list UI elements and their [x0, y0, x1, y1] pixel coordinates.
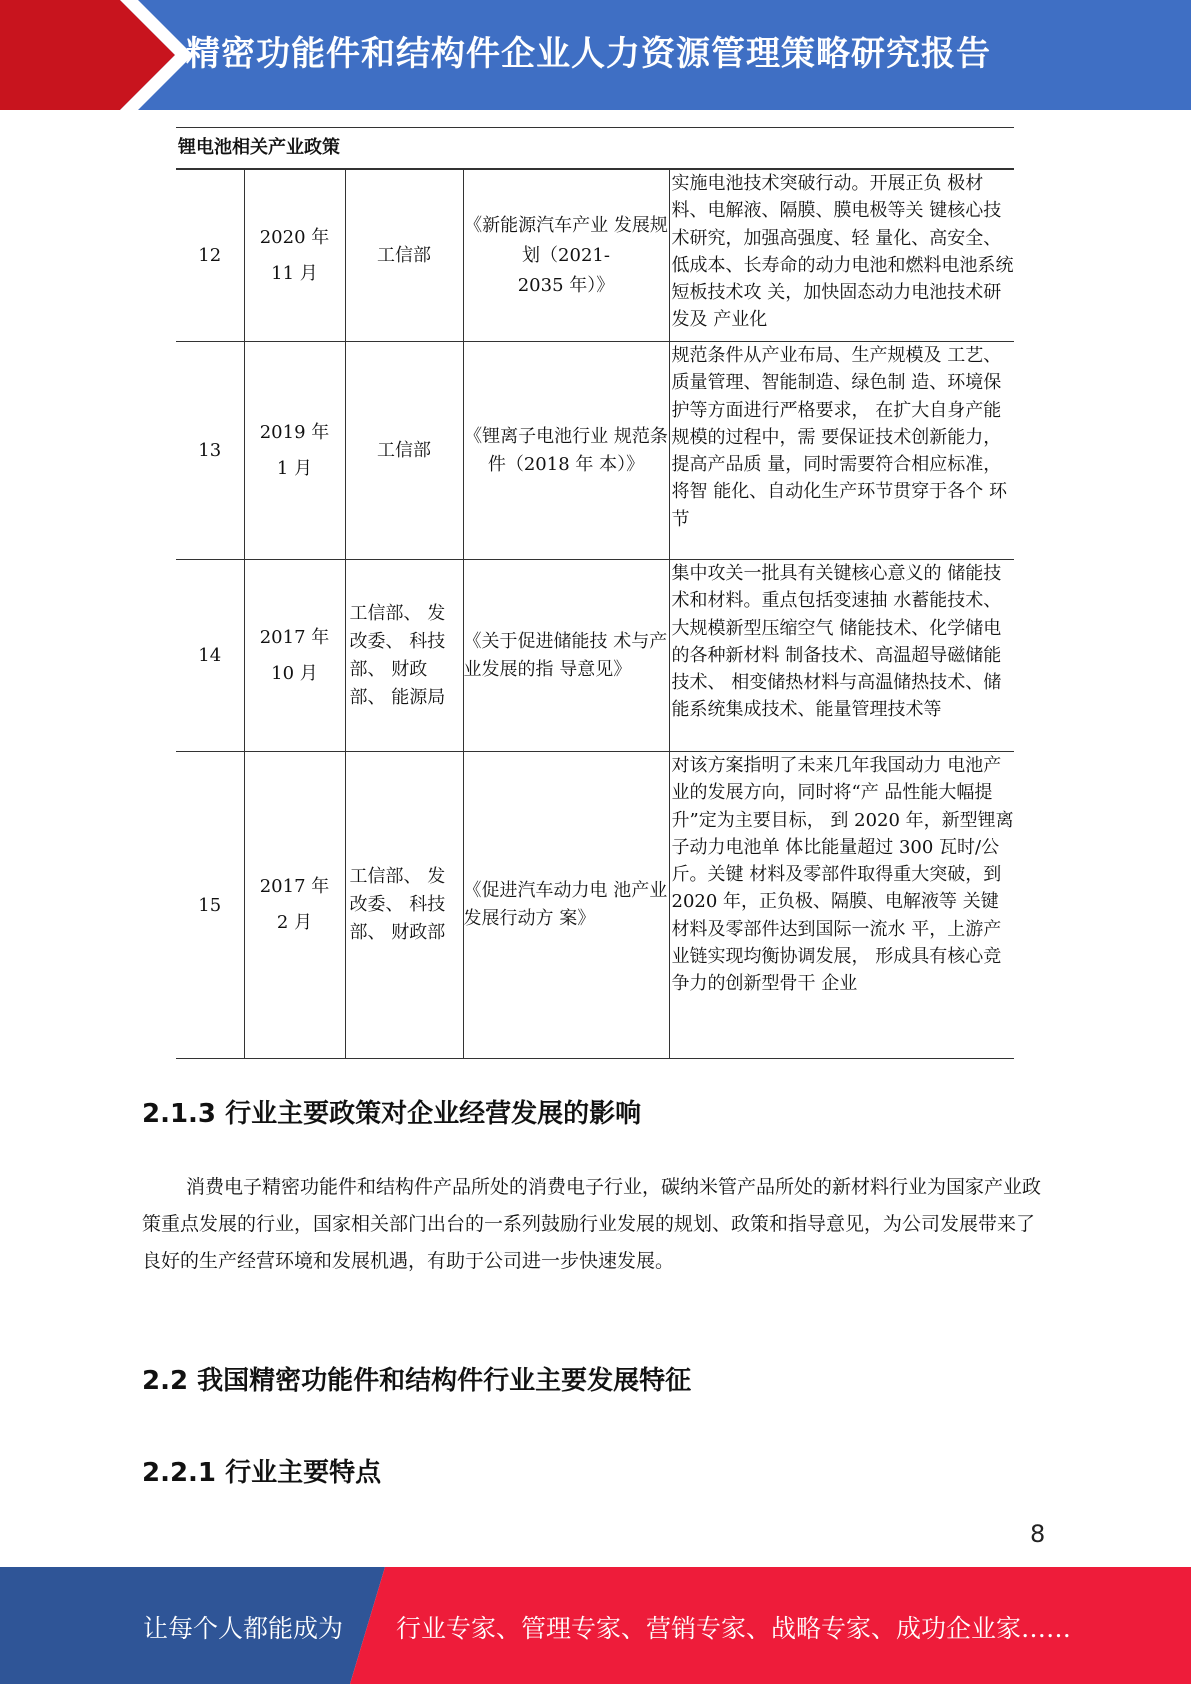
date-year: 2020 年: [259, 226, 330, 248]
section-heading-2-1-3: 2.1.3 行业主要政策对企业经营发展的影响: [142, 1099, 642, 1129]
row-department: 工信部、 发改委、 科技部、 财政部: [345, 752, 463, 1059]
table-row: [176, 752, 1014, 1059]
date-month: 10 月: [271, 662, 318, 684]
row-date: [244, 560, 345, 752]
row-policy-name: 《促进汽车动力电 池产业发展行动方 案》: [463, 752, 669, 1059]
row-policy-name: 《锂离子电池行业 规范条件（2018 年 本）》: [463, 342, 669, 560]
date-year: 2019 年: [259, 421, 330, 443]
report-title: 精密功能件和结构件企业人力资源管理策略研究报告: [186, 34, 991, 74]
table-row: [176, 170, 1014, 342]
table-row: [176, 560, 1014, 752]
row-department: 工信部、 发改委、 科技部、 财政部、 能源局: [345, 560, 463, 752]
row-policy-name: 《新能源汽车产业 发展规划（2021- 2035 年）》: [463, 170, 669, 342]
row-date: [244, 752, 345, 1059]
row-description: 实施电池技术突破行动。开展正负 极材料、电解液、隔膜、膜电极等关 键核心技术研究，加强高强度、轻 量化、高安全、低成本、长寿命的动力电池和燃料电池系统短板技术攻 关，加快固态动力电池技术研发及 产业化: [669, 170, 1014, 342]
row-department: 工信部: [345, 170, 463, 342]
date-year: 2017 年: [259, 876, 330, 897]
row-description: 对该方案指明了未来几年我国动力 电池产业的发展方向，同时将“产 品性能大幅提升”定为主要目标， 到 2020 年，新型锂离子动力电池单 体比能量超过 300 瓦时/公斤。关键 材料及零部件取得重大突破，到 2020 年，正负极、隔膜、电解液等 关键材料及零部件达到国际一流水 平，上游产业链实现均衡协调发展， 形成具有核心竞争力的创新型骨干 企业: [669, 752, 1014, 1059]
row-date: [244, 170, 345, 342]
footer-slogan-right: 行业专家、管理专家、营销专家、战略专家、成功企业家……: [396, 1614, 1072, 1643]
row-department: 工信部: [345, 342, 463, 560]
table-caption: 锂电池相关产业政策: [176, 127, 1014, 169]
policy-table-body: [176, 169, 1014, 1059]
row-number: 15: [176, 752, 244, 1059]
footer-slogan-left: 让每个人都能成为: [143, 1614, 344, 1643]
row-number: 14: [176, 560, 244, 752]
section-heading-2-2: 2.2 我国精密功能件和结构件行业主要发展特征: [142, 1366, 692, 1396]
page-header: [0, 0, 1191, 110]
date-month: 11 月: [271, 262, 318, 284]
row-date: [244, 342, 345, 560]
page-footer: [0, 1567, 1191, 1684]
date-month: 1 月: [276, 457, 313, 479]
row-number: 12: [176, 170, 244, 342]
table-row: [176, 342, 1014, 560]
row-description: 集中攻关一批具有关键核心意义的 储能技术和材料。重点包括变速抽 水蓄能技术、大规模新型压缩空气 储能技术、化学储电的各种新材料 制备技术、高温超导磁储能技术、 相变储热材料与高温储热技术、储 能系统集成技术、能量管理技术等: [669, 560, 1014, 752]
policy-table: [176, 127, 1014, 1059]
section-heading-2-2-1: 2.2.1 行业主要特点: [142, 1458, 382, 1488]
row-number: 13: [176, 342, 244, 560]
date-month: 2 月: [276, 912, 313, 933]
row-policy-name: 《关于促进储能技 术与产业发展的指 导意见》: [463, 560, 669, 752]
date-year: 2017 年: [259, 626, 330, 648]
row-description: 规范条件从产业布局、生产规模及 工艺、质量管理、智能制造、绿色制 造、环境保护等方面进行严格要求， 在扩大自身产能规模的过程中，需 要保证技术创新能力，提高产品质 量，同时需要符合相应标准，将智 能化、自动化生产环节贯穿于各个 环节: [669, 342, 1014, 560]
page-number: 8: [1030, 1520, 1046, 1548]
body-paragraph: 消费电子精密功能件和结构件产品所处的消费电子行业，碳纳米管产品所处的新材料行业为国家产业政策重点发展的行业，国家相关部门出台的一系列鼓励行业发展的规划、政策和指导意见，为公司发展带来了良好的生产经营环境和发展机遇，有助于公司进一步快速发展。: [142, 1176, 1042, 1272]
